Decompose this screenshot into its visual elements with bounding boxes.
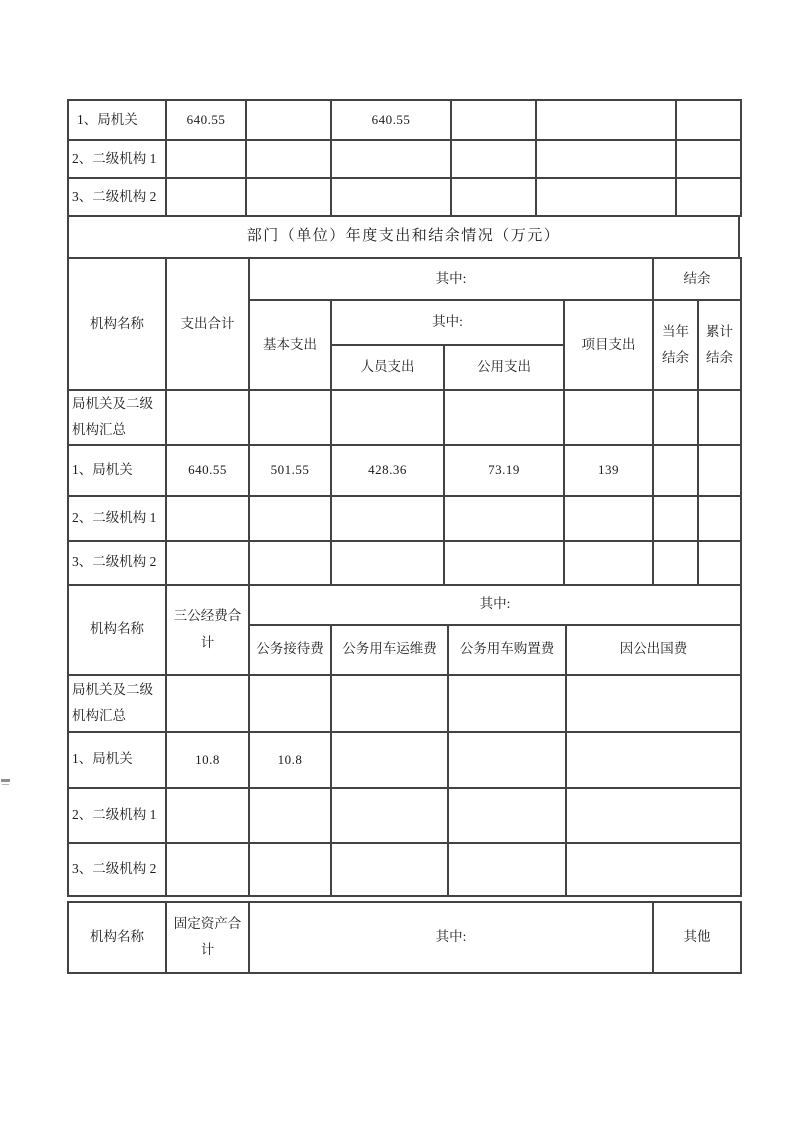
table-cell — [166, 390, 249, 445]
table-cell — [676, 140, 741, 178]
table-cell — [566, 675, 741, 732]
table-cell — [249, 843, 331, 896]
table-cell: 139 — [564, 445, 653, 496]
row-label-cell: 2、二级机构 1 — [68, 140, 166, 178]
header-fixed-assets-total: 固定资产合计 — [166, 902, 249, 973]
table-cell — [448, 675, 566, 732]
table-cell — [451, 100, 536, 140]
table-cell — [249, 788, 331, 843]
row-label-cell: 3、二级机构 2 — [68, 541, 166, 585]
table-cell — [246, 178, 331, 216]
header-three-public-total: 三公经费合计 — [166, 585, 249, 675]
header-among: 其中: — [249, 258, 653, 300]
table-cell — [166, 496, 249, 541]
table-cell — [249, 675, 331, 732]
header-overseas-trips: 因公出国费 — [566, 625, 741, 675]
table-row — [68, 675, 741, 732]
table-row — [68, 902, 741, 973]
table-cell: 10.8 — [166, 732, 249, 788]
header-vehicle-operation: 公务用车运维费 — [331, 625, 448, 675]
table-row — [68, 390, 741, 445]
table-cell — [536, 100, 676, 140]
table-cell: 428.36 — [331, 445, 444, 496]
table-cell — [331, 541, 444, 585]
header-balance-accumulated: 累计结余 — [698, 300, 741, 390]
section-title: 部门（单位）年度支出和结余情况（万元） — [68, 216, 739, 258]
table-cell — [331, 732, 448, 788]
table-row — [68, 178, 741, 216]
header-among: 其中: — [249, 585, 741, 625]
header-balance-current: 当年结余 — [653, 300, 698, 390]
table-cell — [331, 843, 448, 896]
header-basic-expenditure: 基本支出 — [249, 300, 331, 390]
table-cell — [451, 178, 536, 216]
table-cell — [166, 140, 246, 178]
table-cell — [166, 843, 249, 896]
table-cell — [331, 178, 451, 216]
table-cell — [331, 140, 451, 178]
table-cell — [698, 496, 741, 541]
table-cell — [698, 390, 741, 445]
table-cell — [249, 541, 331, 585]
header-public-expenditure: 公用支出 — [444, 345, 564, 390]
header-personnel-expenditure: 人员支出 — [331, 345, 444, 390]
table-row — [68, 216, 739, 258]
table-continuation-top — [67, 99, 742, 217]
table-cell — [564, 496, 653, 541]
table-cell — [676, 100, 741, 140]
table-cell: 640.55 — [166, 445, 249, 496]
header-org-name: 机构名称 — [68, 902, 166, 973]
table-row — [68, 843, 741, 896]
table-cell — [249, 390, 331, 445]
table-row — [68, 788, 741, 843]
table-cell — [536, 140, 676, 178]
table-cell — [566, 732, 741, 788]
table-cell — [653, 541, 698, 585]
row-label-cell: 3、二级机构 2 — [68, 178, 166, 216]
header-official-reception: 公务接待费 — [249, 625, 331, 675]
row-label-cell: 2、二级机构 1 — [68, 496, 166, 541]
section-title-band — [67, 215, 740, 259]
table-cell — [448, 788, 566, 843]
row-label-cell: 1、局机关 — [68, 732, 166, 788]
header-balance: 结余 — [653, 258, 741, 300]
table-row — [68, 100, 741, 140]
row-label-cell: 1、局机关 — [68, 445, 166, 496]
table-cell — [564, 390, 653, 445]
header-org-name: 机构名称 — [68, 258, 166, 390]
table-cell — [331, 788, 448, 843]
row-label-cell: 局机关及二级机构汇总 — [68, 390, 166, 445]
row-label-cell: 3、二级机构 2 — [68, 843, 166, 896]
table-row — [68, 732, 741, 788]
row-label-cell: 2、二级机构 1 — [68, 788, 166, 843]
row-label-cell: 1、局机关 — [68, 100, 166, 140]
table-cell — [331, 675, 448, 732]
table-row — [68, 541, 741, 585]
header-among: 其中: — [249, 902, 653, 973]
table-cell — [566, 788, 741, 843]
header-org-name: 机构名称 — [68, 585, 166, 675]
table-cell — [166, 675, 249, 732]
table-cell — [166, 541, 249, 585]
table-cell — [566, 843, 741, 896]
header-among-basic: 其中: — [331, 300, 564, 345]
table-cell — [444, 390, 564, 445]
table-cell — [166, 788, 249, 843]
scan-artifact-mark — [1, 779, 10, 782]
three-public-funds-table — [67, 584, 742, 897]
header-vehicle-purchase: 公务用车购置费 — [448, 625, 566, 675]
header-expenditure-total: 支出合计 — [166, 258, 249, 390]
table-cell — [451, 140, 536, 178]
table-cell — [676, 178, 741, 216]
table-cell — [331, 496, 444, 541]
table-cell: 640.55 — [166, 100, 246, 140]
table-cell — [331, 390, 444, 445]
table-cell — [564, 541, 653, 585]
table-cell — [653, 496, 698, 541]
table-cell — [698, 445, 741, 496]
table-cell: 73.19 — [444, 445, 564, 496]
table-cell: 10.8 — [249, 732, 331, 788]
table-cell — [653, 445, 698, 496]
fixed-assets-table — [67, 901, 742, 974]
table-row — [68, 585, 741, 625]
table-cell — [448, 732, 566, 788]
table-row — [68, 140, 741, 178]
table-cell: 640.55 — [331, 100, 451, 140]
table-cell — [444, 496, 564, 541]
table-cell: 501.55 — [249, 445, 331, 496]
table-cell — [444, 541, 564, 585]
table-row — [68, 445, 741, 496]
table-cell — [166, 178, 246, 216]
table-cell — [246, 100, 331, 140]
header-project-expenditure: 项目支出 — [564, 300, 653, 390]
document-sheet — [67, 99, 740, 974]
expenditure-table — [67, 257, 742, 586]
table-cell — [536, 178, 676, 216]
table-cell — [246, 140, 331, 178]
table-cell — [698, 541, 741, 585]
table-cell — [653, 390, 698, 445]
row-label-cell: 局机关及二级机构汇总 — [68, 675, 166, 732]
table-cell — [448, 843, 566, 896]
table-cell — [249, 496, 331, 541]
header-other: 其他 — [653, 902, 741, 973]
table-row — [68, 496, 741, 541]
table-row — [68, 258, 741, 300]
